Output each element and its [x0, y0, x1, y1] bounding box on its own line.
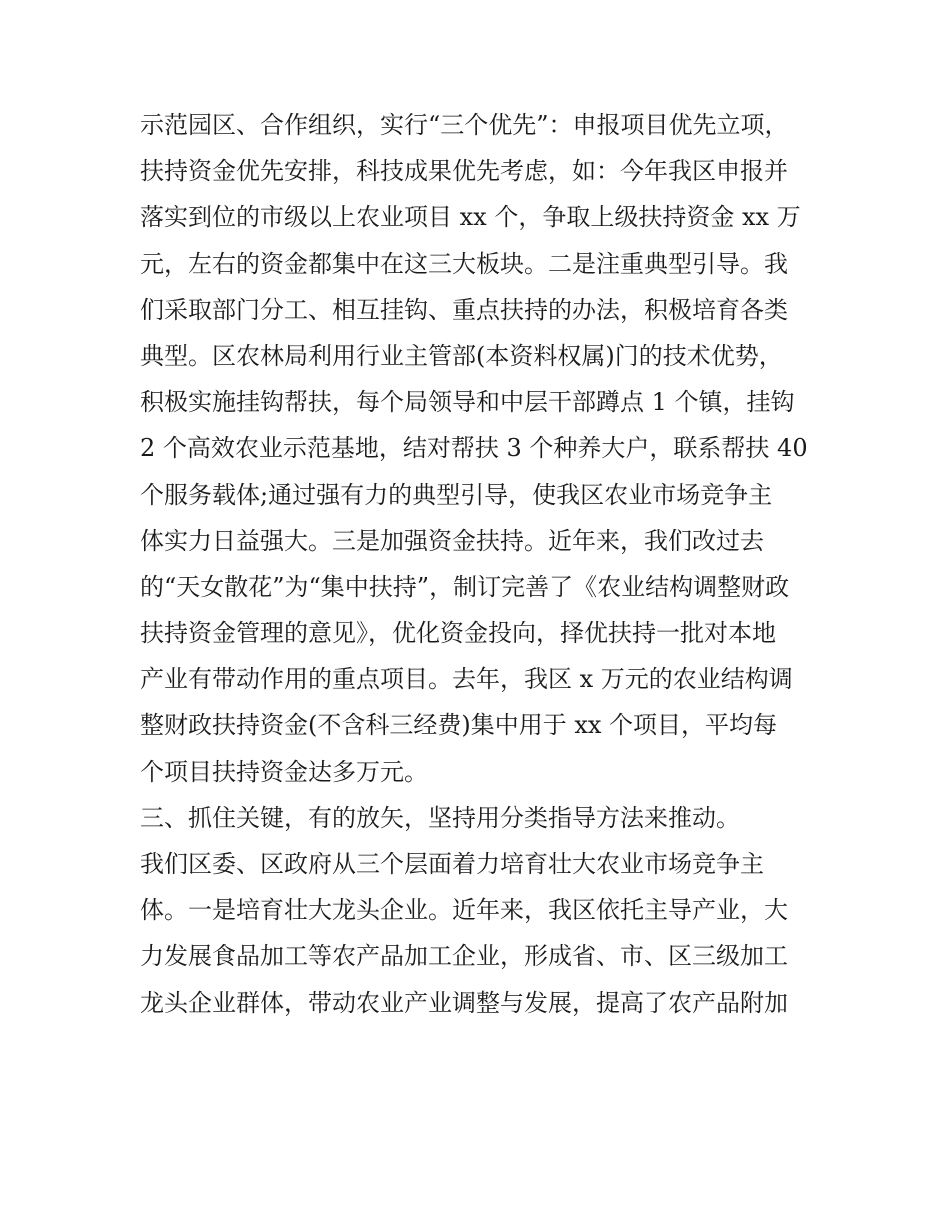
text-line-3: 落实到位的市级以上农业项目 xx 个，争取上级扶持资金 xx 万: [140, 203, 801, 232]
text-line-7: 积极实施挂钩帮扶，每个局领导和中层干部蹲点 1 个镇，挂钩: [140, 388, 795, 417]
text-line-12: 扶持资金管理的意见》，优化资金投向，择优扶持一批对本地: [140, 619, 776, 648]
text-line-14: 整财政扶持资金(不含科三经费)集中用于 xx 个项目，平均每: [140, 711, 778, 740]
text-line-18: 体。一是培育壮大龙头企业。近年来，我区依托主导产业，大: [140, 896, 788, 925]
text-line-17: 我们区委、区政府从三个层面着力培育壮大农业市场竞争主: [140, 850, 764, 878]
text-line-11: 的“天女散花”为“集中扶持”，制订完善了《农业结构调整财政: [140, 572, 790, 601]
text-line-8: 2 个高效农业示范基地，结对帮扶 3 个种养大户，联系帮扶 40: [140, 434, 808, 463]
document-body: [140, 102, 820, 1026]
text-line-1: 示范园区、合作组织，实行“三个优先”：申报项目优先立项，: [140, 111, 789, 139]
text-line-20: 龙头企业群体，带动农业产业调整与发展，提高了农产品附加: [140, 988, 788, 1017]
text-line-19: 力发展食品加工等农产品加工企业，形成省、市、区三级加工: [140, 942, 788, 971]
text-line-2: 扶持资金优先安排，科技成果优先考虑，如：今年我区申报并: [140, 157, 788, 186]
text-line-15: 个项目扶持资金达多万元。: [140, 757, 428, 786]
text-line-9: 个服务载体;通过强有力的典型引导，使我区农业市场竞争主: [140, 480, 773, 509]
text-line-4: 元，左右的资金都集中在这三大板块。二是注重典型引导。我: [140, 249, 788, 278]
text-line-13: 产业有带动作用的重点项目。去年，我区 x 万元的农业结构调: [140, 665, 793, 694]
text-line-5: 们采取部门分工、相互挂钩、重点扶持的办法，积极培育各类: [140, 295, 788, 324]
text-line-10: 体实力日益强大。三是加强资金扶持。近年来，我们改过去: [140, 526, 764, 555]
text-line-6: 典型。区农林局利用行业主管部(本资料权属)门的技术优势，: [140, 341, 783, 370]
section-heading-3: 三、抓住关键，有的放矢，坚持用分类指导方法来推动。: [140, 803, 740, 832]
